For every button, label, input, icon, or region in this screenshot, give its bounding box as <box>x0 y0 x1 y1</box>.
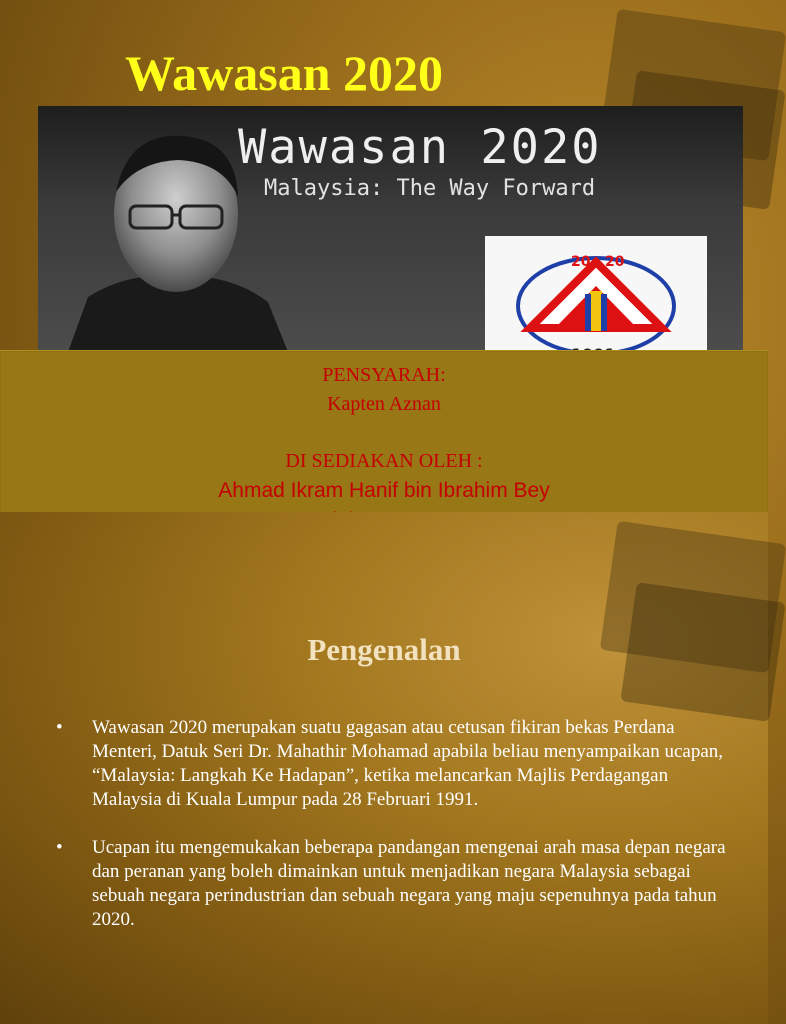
author-name: Ahmad Ikram Hanif bin Ibrahim Bey <box>218 479 550 502</box>
bullet-text: Wawasan 2020 merupakan suatu gagasan atau cetusan fikiran bekas Perdana Menteri, Datuk Seri Dr. Mahathir Mohamad apabila beliau menyampaikan ucapan, “Malaysia: Langkah Ke Hadapan”, ketika melancarkan Majlis Perdagangan Malaysia di Kuala Lumpur pada 28 Februari 1991. <box>92 717 724 810</box>
section-title: Pengenalan <box>307 632 461 667</box>
logo-text-left: 20 <box>571 254 591 270</box>
bullet-icon: • <box>56 837 63 858</box>
bullet-text: Ucapan itu mengemukakan beberapa pandangan mengenai arah masa depan negara dan peranan yang boleh dimainkan untuk menjadikan negara Malaysia sebagai sebuah negara perindustrian dan sebuah negara yang maju sepenuhnya pada tahun 2020. <box>92 837 726 930</box>
list-item <box>56 716 736 812</box>
slide-2 <box>0 512 768 1024</box>
prepared-by-label: DI SEDIAKAN OLEH : <box>285 450 483 472</box>
wawasan-banner-image <box>38 106 743 350</box>
lecturer-name: Kapten Aznan <box>327 393 441 415</box>
banner-title: Wawasan 2020 <box>238 120 602 175</box>
list-item <box>56 836 736 932</box>
bullet-list <box>56 716 736 956</box>
slide-title: Wawasan 2020 <box>124 45 444 101</box>
lecturer-label: PENSYARAH: <box>322 364 446 386</box>
logo-emblem <box>485 236 707 350</box>
bullet-icon: • <box>56 717 63 738</box>
wawasan-2020-logo <box>485 236 707 350</box>
slide-1 <box>0 0 768 512</box>
logo-text-right: 20 <box>605 254 625 270</box>
banner-subtitle: Malaysia: The Way Forward <box>264 176 596 201</box>
